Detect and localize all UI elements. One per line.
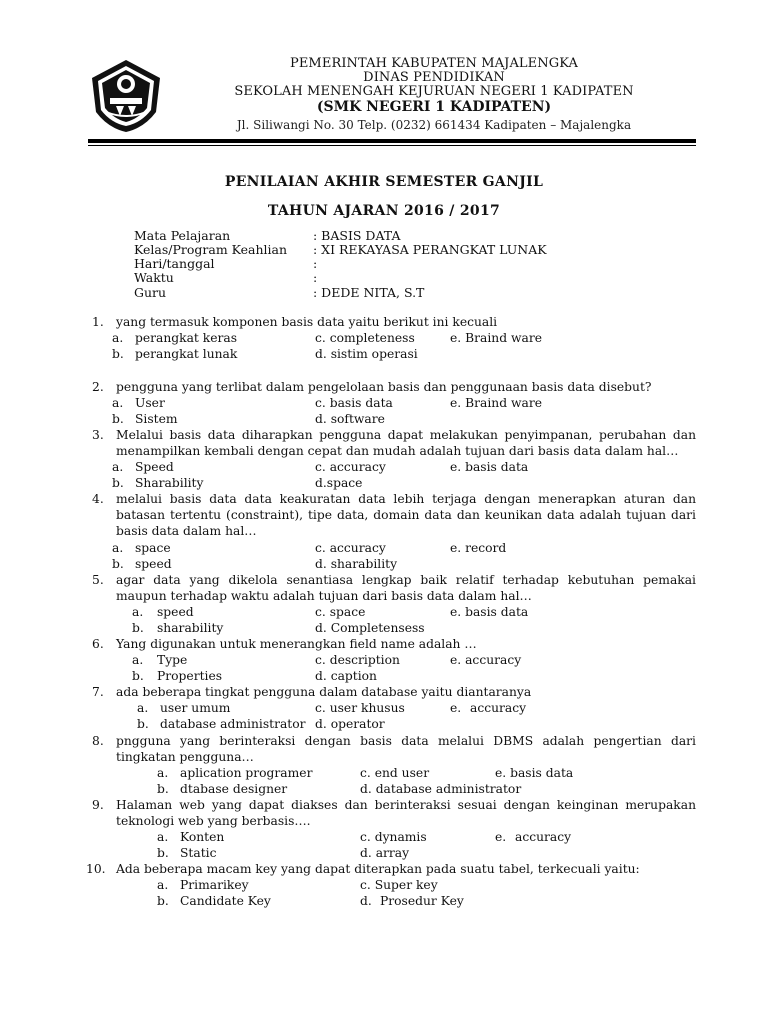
option-text: Type <box>157 653 188 667</box>
question-number: 2. <box>92 380 104 394</box>
question-text: pengguna yang terlibat dalam pengelolaan basis dan penggunaan basis data disebut? <box>116 380 652 394</box>
option-text: Konten <box>180 830 225 844</box>
option-text: Static <box>180 846 217 860</box>
option-text: c. user khusus <box>315 701 405 715</box>
option-text: d. software <box>315 412 385 426</box>
option-text: perangkat keras <box>135 331 238 345</box>
option-text: d. operator <box>315 717 385 731</box>
header-rule-thick <box>88 139 696 143</box>
option-letter: b. <box>112 557 124 571</box>
option-text: e. basis data <box>495 766 574 780</box>
info-label: Waktu <box>134 270 174 285</box>
option-text: Candidate Key <box>180 894 271 908</box>
option-letter: a. <box>132 653 144 667</box>
option-text: d. sistim operasi <box>315 347 418 361</box>
option-text: c. dynamis <box>360 830 427 844</box>
header-line-school-short: (SMK NEGERI 1 KADIPATEN) <box>316 99 552 115</box>
option-text: user umum <box>160 701 231 715</box>
header-line-department: DINAS PENDIDIKAN <box>363 70 505 85</box>
option-text: Speed <box>135 460 174 474</box>
question-number: 10. <box>86 862 106 876</box>
option-text: d. database administrator <box>360 782 522 796</box>
option-text: Properties <box>157 669 223 683</box>
question-number: 4. <box>92 492 104 506</box>
question-text: agar data yang dikelola senantiasa lengkap baik relatif terhadap kebutuhan pemakai maupun terhadap waktu adalah tujuan dari basis data dalam hal… <box>116 573 696 603</box>
option-letter: d. <box>360 894 372 908</box>
info-value: : <box>313 270 318 285</box>
option-letter: b. <box>132 669 144 683</box>
option-text: Prosedur Key <box>380 894 464 908</box>
option-text: d. caption <box>315 669 377 683</box>
question-text: pngguna yang berinteraksi dengan basis data melalui DBMS adalah pengertian dari tingkatan pengguna… <box>116 734 696 764</box>
question-number: 6. <box>92 637 104 651</box>
question-number: 5. <box>92 573 104 587</box>
question-number: 8. <box>92 734 104 748</box>
question-text: Halaman web yang dapat diakses dan berinteraksi sesuai dengan keinginan merupakan teknologi web yang berbasis…. <box>116 798 696 828</box>
option-text: c. description <box>315 653 400 667</box>
info-label: Kelas/Program Keahlian <box>134 242 288 257</box>
info-label: Hari/tanggal <box>134 256 215 271</box>
info-label: Mata Pelajaran <box>134 228 231 243</box>
option-letter: a. <box>137 701 149 715</box>
header-line-school: SEKOLAH MENENGAH KEJURUAN NEGERI 1 KADIPATEN <box>234 84 634 99</box>
option-letter: a. <box>112 541 124 555</box>
option-text: c. space <box>315 605 366 619</box>
school-logo <box>88 58 164 134</box>
info-value: : DEDE NITA, S.T <box>313 285 425 300</box>
option-text: Primarikey <box>180 878 249 892</box>
question-number: 1. <box>92 315 104 329</box>
option-letter: b. <box>157 846 169 860</box>
option-text: accuracy <box>515 830 572 844</box>
option-text: space <box>135 541 171 555</box>
option-text: e. basis data <box>450 460 529 474</box>
option-text: c. accuracy <box>315 541 386 555</box>
option-text: dtabase designer <box>180 782 288 796</box>
option-text: e. record <box>450 541 507 555</box>
question-number: 3. <box>92 428 104 442</box>
option-letter: b. <box>132 621 144 635</box>
letterhead <box>200 57 668 132</box>
option-letter: b. <box>157 782 169 796</box>
option-letter: b. <box>137 717 149 731</box>
option-text: d. sharability <box>315 557 398 571</box>
option-letter: e. <box>450 701 462 715</box>
question-text: Yang digunakan untuk menerangkan field name adalah … <box>116 637 477 651</box>
question-number: 7. <box>92 685 104 699</box>
option-text: c. completeness <box>315 331 415 345</box>
question-text: Ada beberapa macam key yang dapat diterapkan pada suatu tabel, terkecuali yaitu: <box>116 862 640 876</box>
option-letter: a. <box>157 878 169 892</box>
option-text: perangkat lunak <box>135 347 238 361</box>
option-text: Sistem <box>135 412 178 426</box>
option-text: accuracy <box>470 701 527 715</box>
info-label: Guru <box>134 285 167 300</box>
info-value: : XI REKAYASA PERANGKAT LUNAK <box>313 242 547 257</box>
option-letter: a. <box>112 331 124 345</box>
header-address: Jl. Siliwangi No. 30 Telp. (0232) 661434 Kadipaten – Majalengka <box>236 118 632 132</box>
option-letter: e. <box>495 830 507 844</box>
option-text: Sharability <box>135 476 204 490</box>
option-text: d.space <box>315 476 363 490</box>
option-letter: b. <box>112 347 124 361</box>
option-letter: a. <box>157 830 169 844</box>
option-letter: a. <box>112 460 124 474</box>
option-letter: a. <box>157 766 169 780</box>
option-text: database administrator <box>160 717 306 731</box>
option-text: c. end user <box>360 766 430 780</box>
question-text: melalui basis data data keakuratan data lebih terjaga dengan menerapkan aturan dan batasan tertentu (constraint), tipe data, domain data dan keunikan data adalah tujuan dari basis data dalam hal… <box>116 492 696 538</box>
option-text: d. Completensess <box>315 621 425 635</box>
option-text: c. accuracy <box>315 460 386 474</box>
option-text: e. accuracy <box>450 653 522 667</box>
option-text: User <box>135 396 165 410</box>
option-text: c. basis data <box>315 396 393 410</box>
info-value: : <box>313 256 318 271</box>
question-text: Melalui basis data diharapkan pengguna dapat melakukan penyimpanan, perubahan dan menampilkan kembali dengan cepat dan mudah adalah tujuan dari basis data dalam hal… <box>116 428 696 458</box>
option-letter: a. <box>112 396 124 410</box>
option-text: e. Braind ware <box>450 331 542 345</box>
option-text: speed <box>157 605 194 619</box>
option-text: sharability <box>157 621 224 635</box>
question-text: ada beberapa tingkat pengguna dalam database yaitu diantaranya <box>116 685 532 699</box>
option-letter: b. <box>112 476 124 490</box>
header-line-government: PEMERINTAH KABUPATEN MAJALENGKA <box>290 56 578 71</box>
option-letter: a. <box>132 605 144 619</box>
option-text: speed <box>135 557 172 571</box>
info-value: : BASIS DATA <box>313 228 401 243</box>
option-text: c. Super key <box>360 878 438 892</box>
option-letter: b. <box>112 412 124 426</box>
option-letter: b. <box>157 894 169 908</box>
question-text: yang termasuk komponen basis data yaitu berikut ini kecuali <box>116 315 498 329</box>
option-text: e. Braind ware <box>450 396 542 410</box>
option-text: e. basis data <box>450 605 529 619</box>
question-number: 9. <box>92 798 104 812</box>
option-text: aplication programer <box>180 766 313 780</box>
academic-year: TAHUN AJARAN 2016 / 2017 <box>267 203 501 219</box>
option-text: d. array <box>360 846 410 860</box>
header-rule-thin <box>88 145 696 146</box>
exam-title: PENILAIAN AKHIR SEMESTER GANJIL <box>224 174 544 190</box>
